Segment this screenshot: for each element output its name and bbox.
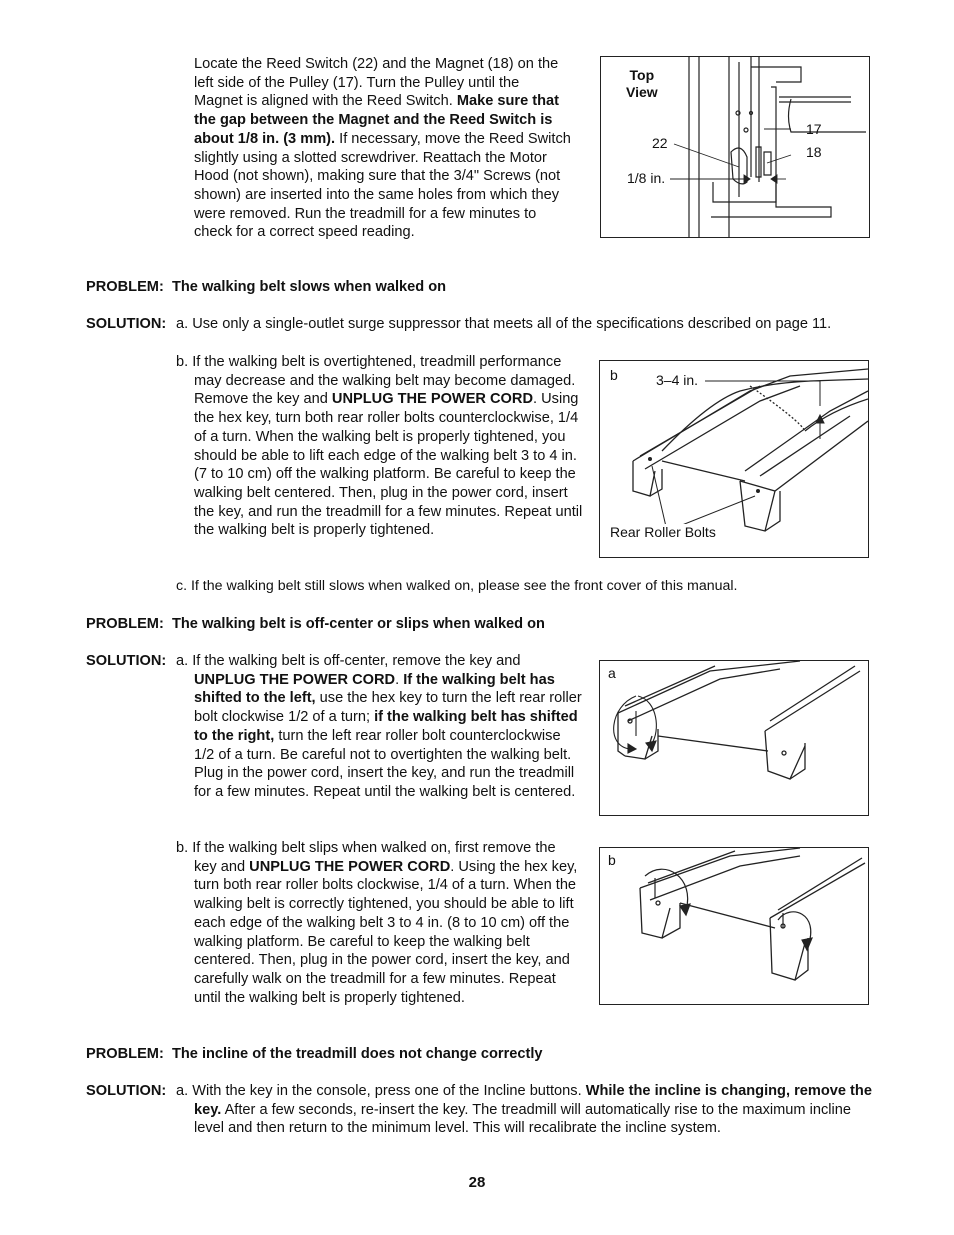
belt-slipping-drawing: [600, 848, 868, 1004]
solution-2a: a. If the walking belt is off-center, remove the key and UNPLUG THE POWER CORD. If the walking belt has shifted to the left, use the hex key to turn the left rear roller bolt clockwise 1/2 of a turn; if the walking belt has shifted to the right, turn the left rear roller bolt counterclockwise 1/2 of a turn. Be careful not to overtighten the walking belt. Plug in the power cord, insert the key, and run the treadmill for a few minutes. Repeat until the walking belt is centered.: [176, 653, 582, 800]
problem-3-heading: PROBLEM: The incline of the treadmill does not change correctly: [86, 1046, 543, 1062]
label-reed-switch-22: 22: [652, 135, 668, 151]
label-gap-measure: 1/8 in.: [627, 170, 666, 186]
page-number: 28: [468, 1174, 486, 1191]
figure-belt-slipping: [599, 847, 869, 1005]
figure-letter-b: b: [610, 367, 618, 383]
top-view-title: Top View: [626, 67, 658, 100]
figure-top-view: [600, 56, 870, 238]
figure-letter-a: a: [608, 665, 616, 681]
solution-1c: c. If the walking belt still slows when walked on, please see the front cover of this manual.: [176, 578, 738, 594]
label-rear-roller-bolts: Rear Roller Bolts: [610, 524, 716, 540]
problem-2-heading: PROBLEM: The walking belt is off-center or slips when walked on: [86, 616, 545, 632]
label-pulley-17: 17: [806, 121, 822, 137]
solution-3a: a. With the key in the console, press one of the Incline buttons. While the incline is changing, remove the key. After a few seconds, re-insert the key. The treadmill will automatically rise to the maximum incline level and then return to the minimum level. This will recalibrate the incline system.: [176, 1083, 872, 1137]
solution-1a: a. Use only a single-outlet surge suppressor that meets all of the specifications described on page 11.: [176, 316, 832, 332]
solution-1b: b. If the walking belt is overtightened, treadmill performance may decrease and the walking belt may become damaged. Remove the key and UNPLUG THE POWER CORD. Using the hex key, turn both rear roller bolts counterclockwise, 1/4 of a turn. When the walking belt is properly tightened, you should be able to lift each edge of the walking belt 3 to 4 in. (7 to 10 cm) off the walking platform. Be careful to keep the walking belt centered. Then, plug in the power cord, insert the key, and run the treadmill for a few minutes. Repeat until the walking belt is properly tightened.: [176, 354, 583, 539]
intro-paragraph: Locate the Reed Switch (22) and the Magnet (18) on the left side of the Pulley (17). Turn the Pulley until the Magnet is aligned with the Reed Switch. Make sure that the gap between the Magnet and the Reed Switch is about 1/8 in. (3 mm). If necessary, move the Reed Switch slightly using a slotted screwdriver. Reattach the Motor Hood (not shown), making sure that the 3/4" Screws (not shown) are inserted into the same holes from which they were removed. Run the treadmill for a few minutes to check for a correct speed reading.: [194, 56, 571, 241]
solution-2-label: SOLUTION:: [86, 653, 167, 669]
label-belt-lift: 3–4 in.: [656, 372, 699, 388]
problem-1-heading: PROBLEM: The walking belt slows when walked on: [86, 279, 447, 295]
solution-3-label: SOLUTION:: [86, 1083, 167, 1099]
figure-letter-b-2: b: [608, 852, 616, 868]
figure-belt-tension: [599, 360, 869, 558]
figure-belt-centering: [599, 660, 869, 816]
belt-centering-drawing: [600, 661, 868, 815]
solution-1-label: SOLUTION:: [86, 316, 167, 332]
label-magnet-18: 18: [806, 144, 822, 160]
solution-2b: b. If the walking belt slips when walked on, first remove the key and UNPLUG THE POWER CORD. Using the hex key, turn both rear roller bolts clockwise, 1/4 of a turn. When the walking belt is correctly tightened, you should be able to lift each edge of the walking belt 3 to 4 in. (8 to 10 cm) off the walking platform. Be careful to keep the walking belt centered. Then, plug in the power cord, insert the key, and carefully walk on the treadmill for a few minutes. Repeat until the walking belt is properly tightened.: [176, 840, 578, 1006]
